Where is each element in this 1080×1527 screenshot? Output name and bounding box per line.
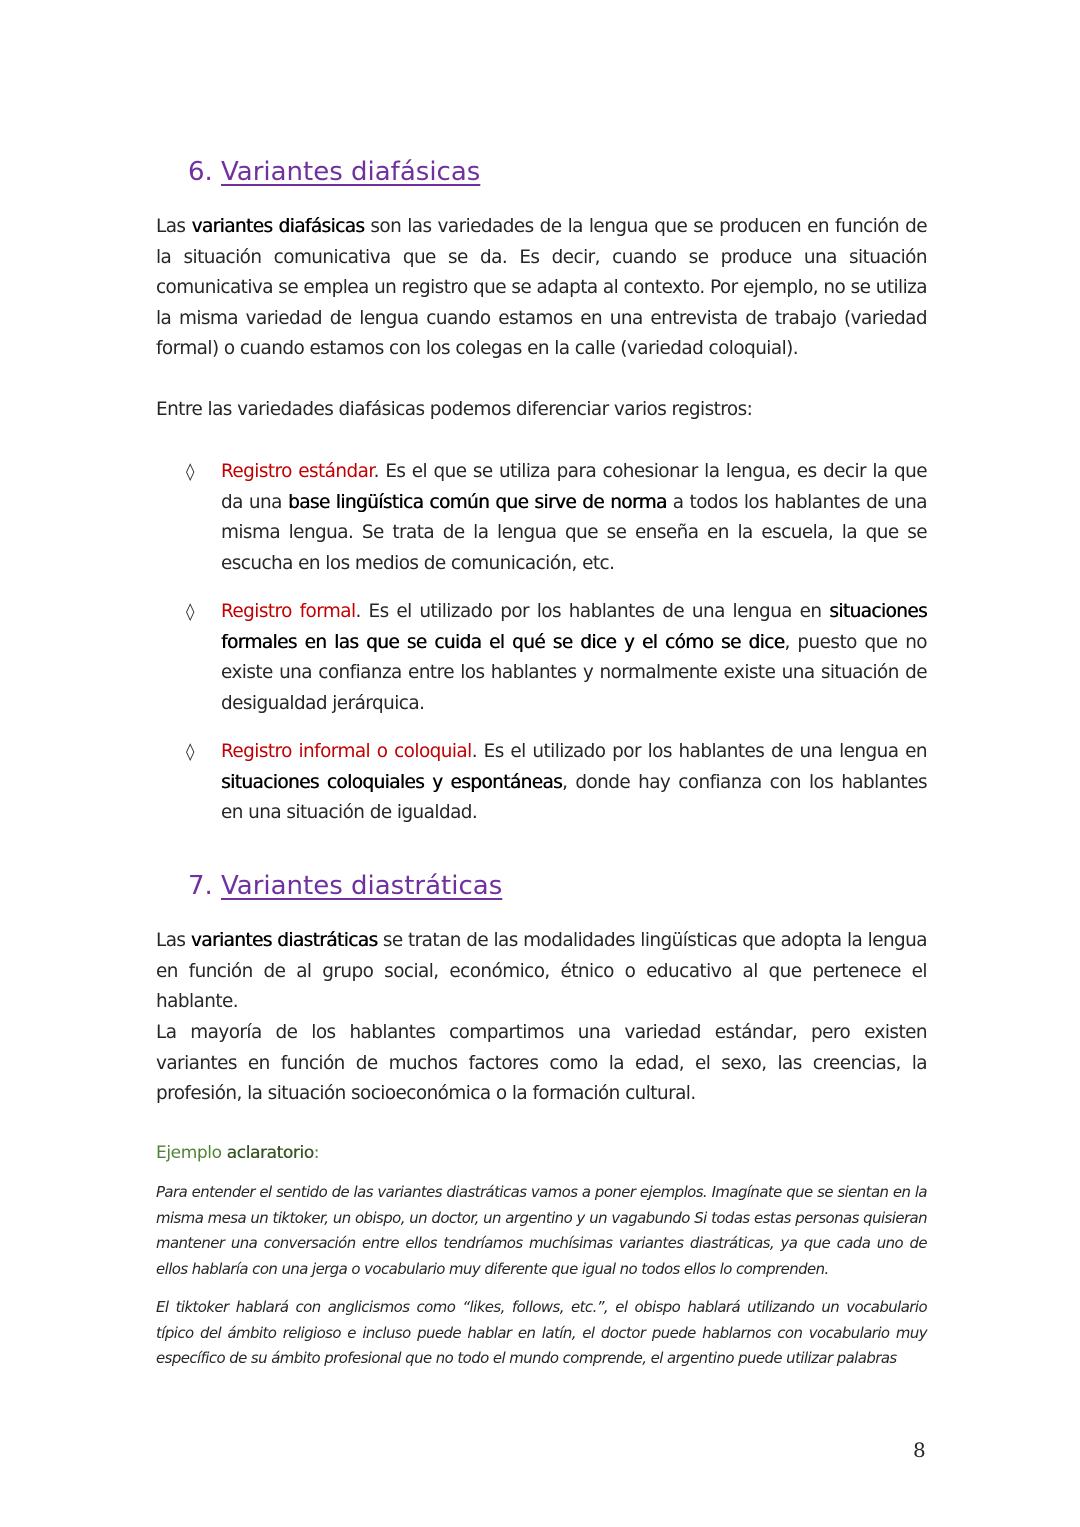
register-desc-rest: , puesto que no existe una confianza entre los hablantes y normalmente existe una situación de desigualdad jerárquica.	[221, 631, 928, 714]
register-desc: . Es el utilizado por los hablantes de una lengua en	[471, 741, 928, 762]
intro-text: Las	[156, 930, 191, 951]
register-name: Registro formal	[221, 601, 356, 622]
section-7-intro	[156, 926, 927, 1018]
register-text	[221, 597, 927, 719]
intro-term: variantes diastráticas	[190, 930, 378, 951]
diamond-bullet-icon: ◊	[186, 602, 194, 622]
example-paragraph-1: Para entender el sentido de las variantes diastráticas vamos a poner ejemplos. Imagínate que se sientan en la misma mesa un tiktoker, un obispo, un doctor, un argentino y un vagabundo Si todas estas personas quisieran mantener una conversación entre ellos tendríamos muchísimas variantes diastráticas, ya que cada uno de ellos hablaría con una jerga o vocabulario muy diferente que igual no todos ellos lo comprenden.	[156, 1183, 927, 1278]
register-item-coloquial	[156, 737, 927, 829]
page-number: 8	[913, 1438, 926, 1462]
intro-text: Las	[156, 216, 192, 237]
register-desc-rest: , donde hay confianza con los hablantes en una situación de igualdad.	[221, 771, 927, 824]
register-item-formal	[156, 597, 927, 719]
register-emphasis: situaciones coloquiales y espontáneas	[221, 771, 563, 793]
section-6-title: Variantes diafásicas	[221, 157, 481, 187]
section-6-intro	[156, 212, 927, 365]
register-text	[221, 737, 927, 829]
register-text	[221, 457, 927, 579]
section-7-paragraph: La mayoría de los hablantes compartimos una variedad estándar, pero existen variantes en función de muchos factores como la edad, el sexo, las creencias, la profesión, la situación socioeconómica o la formación cultural.	[156, 1022, 927, 1105]
example-paragraph-2: El tiktoker hablará con anglicismos como “likes, follows, etc.”, el obispo hablará utilizando un vocabulario típico del ámbito religioso e incluso puede hablar en latín, el doctor puede hablarnos con vocabulario muy específico de su ámbito profesional que no todo el mundo comprende, el argentino puede utilizar palabras	[156, 1298, 927, 1368]
register-name: Registro estándar	[221, 461, 374, 482]
section-6-lead: Entre las variedades diafásicas podemos diferenciar varios registros:	[156, 399, 753, 420]
example-label-end: :	[313, 1143, 320, 1163]
section-7-heading	[188, 871, 502, 901]
register-emphasis: situaciones formales en las que se cuida el qué se dice y el cómo se dice	[221, 601, 927, 653]
intro-term: variantes diafásicas	[191, 216, 365, 237]
register-desc: . Es el que se utiliza para cohesionar la lengua, es decir la que da una	[221, 461, 928, 513]
register-desc-rest: a todos los hablantes de una misma lengua. Se trata de la lengua que se enseña en la escuela, la que se escucha en los medios de comunicación, etc.	[221, 491, 928, 574]
intro-text-rest: son las variedades de la lengua que se producen en función de la situación comunicativa que se da. Es decir, cuando se produce una situación comunicativa se emplea un registro que se adapta al contexto. Por ejemplo, no se utiliza la misma variedad de lengua cuando estamos en una entrevista de trabajo (variedad formal) o cuando estamos con los colegas en la calle (variedad coloquial).	[156, 216, 928, 360]
example-label-text: Ejemplo	[156, 1143, 227, 1163]
register-name: Registro informal o coloquial	[221, 741, 472, 762]
register-item-estandar	[156, 457, 927, 579]
register-desc: . Es el utilizado por los hablantes de una lengua en	[355, 601, 830, 622]
section-6-heading	[188, 157, 480, 187]
section-7-number: 7.	[188, 871, 213, 901]
section-7-title: Variantes diastráticas	[221, 871, 503, 901]
example-label	[156, 1143, 319, 1163]
register-emphasis: base lingüística común que sirve de norma	[287, 491, 667, 513]
intro-text-rest: se tratan de las modalidades lingüísticas que adopta la lengua en función de al grupo social, económico, étnico o educativo al que pertenece el hablante.	[156, 930, 928, 1013]
diamond-bullet-icon: ◊	[186, 462, 194, 482]
example-label-strong: aclaratorio	[226, 1143, 314, 1163]
diamond-bullet-icon: ◊	[186, 742, 194, 762]
section-6-number: 6.	[188, 157, 213, 187]
